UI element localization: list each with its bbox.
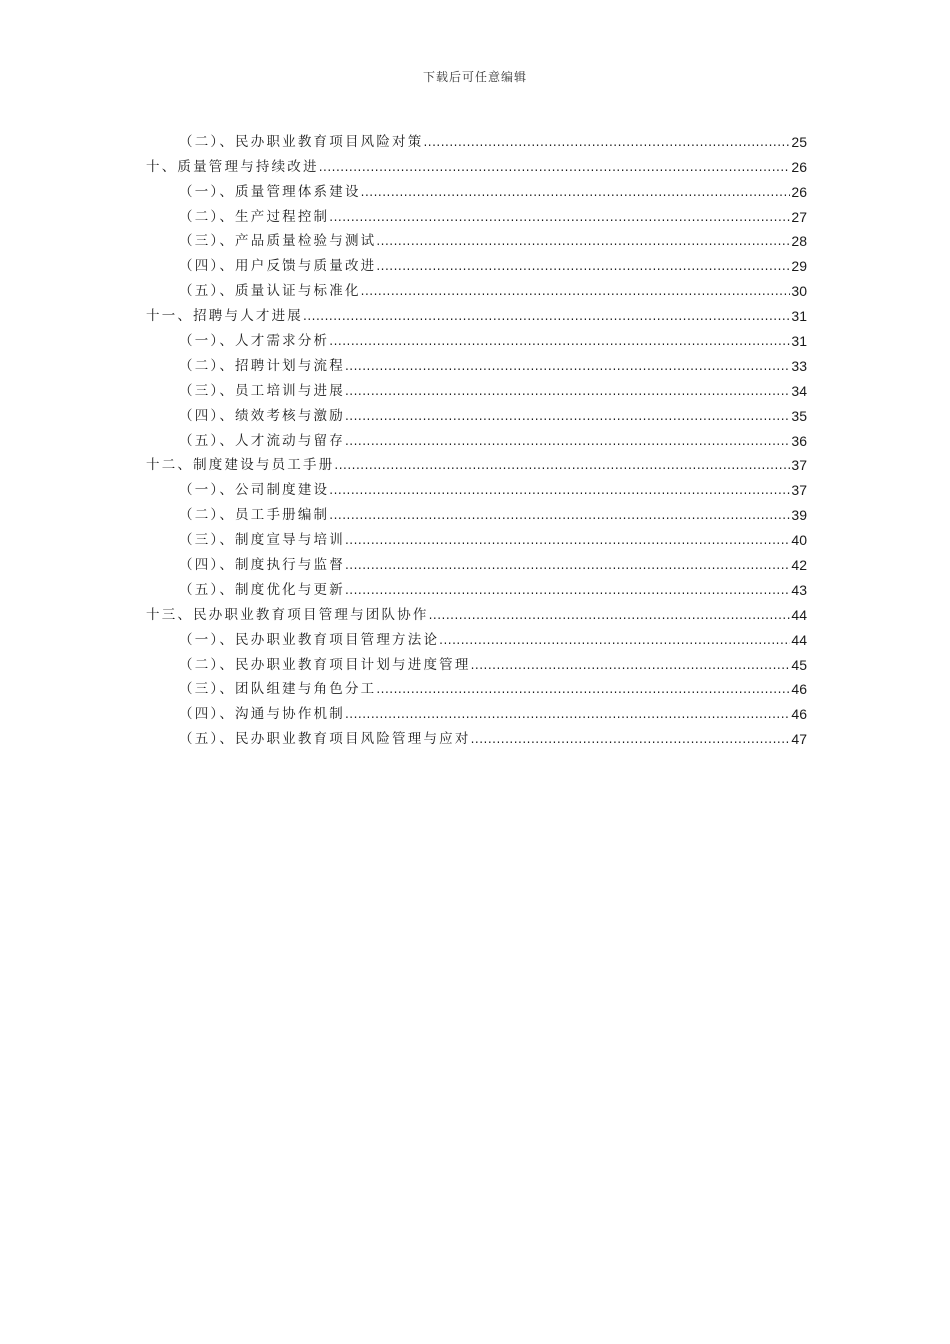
toc-entry-page-number: 37 (791, 457, 807, 474)
toc-entry-page-number: 30 (791, 283, 807, 300)
toc-entry[interactable] (146, 450, 807, 475)
toc-entry-title: （四）、制度执行与监督 (179, 557, 345, 574)
toc-entry-title: （五）、质量认证与标准化 (179, 283, 361, 300)
toc-entry-title: 十、质量管理与持续改进 (146, 158, 319, 175)
toc-dot-leader (361, 282, 791, 300)
toc-dot-leader (471, 730, 791, 748)
toc-dot-leader (471, 656, 791, 674)
toc-entry-title: （二）、民办职业教育项目风险对策 (179, 133, 424, 150)
toc-entry[interactable] (146, 425, 807, 450)
toc-entry-page-number: 46 (791, 681, 807, 698)
toc-entry-page-number: 26 (791, 158, 807, 175)
toc-entry[interactable] (146, 574, 807, 599)
toc-dot-leader (429, 606, 791, 624)
toc-entry-title: （二）、民办职业教育项目计划与进度管理 (179, 656, 471, 673)
toc-entry-page-number: 44 (791, 631, 807, 648)
toc-dot-leader (329, 208, 790, 226)
toc-dot-leader (376, 680, 790, 698)
toc-dot-leader (345, 556, 790, 574)
toc-entry[interactable] (146, 499, 807, 524)
toc-entry-page-number: 29 (791, 258, 807, 275)
toc-entry-page-number: 34 (791, 382, 807, 399)
toc-entry-title: （三）、制度宣导与培训 (179, 532, 345, 549)
toc-entry-title: 十一、招聘与人才进展 (146, 308, 303, 325)
toc-entry-title: （一）、人才需求分析 (179, 333, 330, 350)
toc-entry[interactable] (146, 698, 807, 723)
table-of-contents (146, 126, 807, 748)
toc-dot-leader (376, 232, 790, 250)
toc-entry-title: （五）、民办职业教育项目风险管理与应对 (179, 731, 471, 748)
toc-entry-page-number: 44 (791, 606, 807, 623)
toc-dot-leader (303, 307, 790, 325)
toc-entry-title: （五）、制度优化与更新 (179, 581, 345, 598)
toc-entry-title: 十二、制度建设与员工手册 (146, 457, 335, 474)
toc-entry[interactable] (146, 549, 807, 574)
toc-entry-title: （一）、质量管理体系建设 (179, 183, 361, 200)
toc-dot-leader (329, 332, 790, 350)
toc-dot-leader (439, 631, 790, 649)
toc-entry-title: （四）、绩效考核与激励 (179, 407, 345, 424)
toc-dot-leader (345, 382, 790, 400)
toc-entry-title: （二）、员工手册编制 (179, 507, 330, 524)
toc-entry-page-number: 31 (791, 308, 807, 325)
toc-entry-page-number: 36 (791, 432, 807, 449)
toc-entry[interactable] (146, 674, 807, 699)
toc-dot-leader (345, 432, 790, 450)
toc-entry-page-number: 40 (791, 532, 807, 549)
toc-entry[interactable] (146, 300, 807, 325)
toc-entry-page-number: 25 (791, 133, 807, 150)
toc-entry-title: （三）、产品质量检验与测试 (179, 233, 377, 250)
toc-entry[interactable] (146, 723, 807, 748)
toc-entry-page-number: 37 (791, 482, 807, 499)
toc-entry[interactable] (146, 126, 807, 151)
toc-entry-page-number: 45 (791, 656, 807, 673)
toc-entry-page-number: 39 (791, 507, 807, 524)
toc-dot-leader (334, 456, 790, 474)
toc-dot-leader (345, 705, 790, 723)
toc-entry-title: （三）、团队组建与角色分工 (179, 681, 377, 698)
toc-dot-leader (361, 183, 791, 201)
toc-entry[interactable] (146, 250, 807, 275)
toc-entry-page-number: 47 (791, 731, 807, 748)
toc-entry[interactable] (146, 599, 807, 624)
toc-entry[interactable] (146, 325, 807, 350)
toc-entry[interactable] (146, 649, 807, 674)
toc-entry-title: （三）、员工培训与进展 (179, 382, 345, 399)
toc-entry[interactable] (146, 226, 807, 251)
toc-entry[interactable] (146, 176, 807, 201)
toc-entry-title: （二）、招聘计划与流程 (179, 357, 345, 374)
toc-entry-page-number: 42 (791, 557, 807, 574)
toc-dot-leader (345, 531, 790, 549)
toc-entry-title: （一）、民办职业教育项目管理方法论 (179, 631, 440, 648)
toc-entry-page-number: 27 (791, 208, 807, 225)
toc-entry-page-number: 43 (791, 581, 807, 598)
toc-entry[interactable] (146, 350, 807, 375)
toc-entry-page-number: 35 (791, 407, 807, 424)
toc-entry[interactable] (146, 524, 807, 549)
toc-dot-leader (376, 257, 790, 275)
toc-dot-leader (345, 407, 790, 425)
toc-dot-leader (319, 158, 791, 176)
toc-dot-leader (329, 481, 790, 499)
toc-entry[interactable] (146, 624, 807, 649)
toc-entry-page-number: 46 (791, 706, 807, 723)
page-header: 下载后可任意编辑 (422, 70, 527, 84)
toc-entry-title: （四）、沟通与协作机制 (179, 706, 345, 723)
toc-entry-page-number: 26 (791, 183, 807, 200)
toc-dot-leader (423, 133, 790, 151)
toc-dot-leader (345, 581, 790, 599)
toc-entry-title: 十三、民办职业教育项目管理与团队协作 (146, 606, 429, 623)
toc-entry[interactable] (146, 474, 807, 499)
toc-entry[interactable] (146, 375, 807, 400)
toc-entry[interactable] (146, 201, 807, 226)
toc-dot-leader (345, 357, 790, 375)
toc-entry-title: （一）、公司制度建设 (179, 482, 330, 499)
toc-dot-leader (329, 506, 790, 524)
toc-entry[interactable] (146, 151, 807, 176)
toc-entry-page-number: 31 (791, 333, 807, 350)
toc-entry-title: （二）、生产过程控制 (179, 208, 330, 225)
toc-entry-title: （五）、人才流动与留存 (179, 432, 345, 449)
toc-entry[interactable] (146, 275, 807, 300)
toc-entry-page-number: 33 (791, 357, 807, 374)
toc-entry[interactable] (146, 400, 807, 425)
toc-entry-page-number: 28 (791, 233, 807, 250)
toc-entry-title: （四）、用户反馈与质量改进 (179, 258, 377, 275)
